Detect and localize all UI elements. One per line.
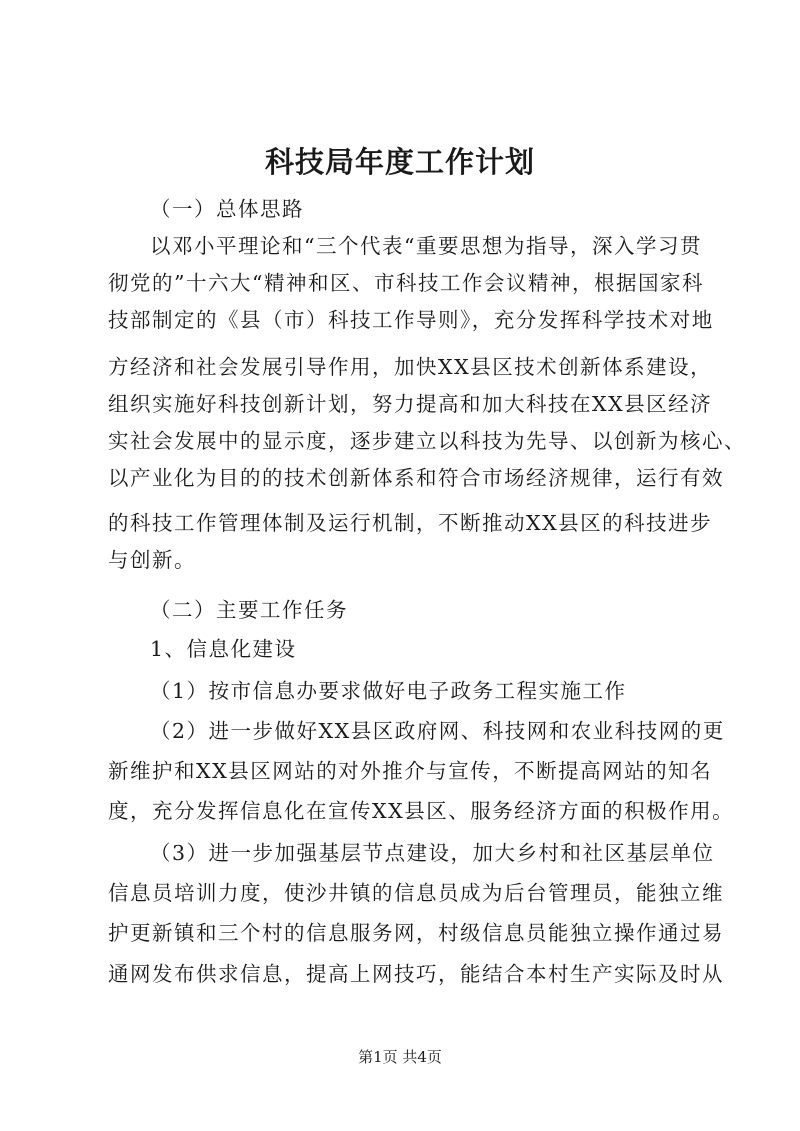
paragraph-line: 与创新。 (108, 548, 196, 572)
paragraph-line: 信息员培训力度，使沙井镇的信息员成为后台管理员，能独立维 (108, 881, 724, 905)
paragraph-line: 通网发布供求信息，提高上网技巧，能结合本村生产实际及时从 (108, 962, 724, 986)
paragraph-line: 度，充分发挥信息化在宣传XX县区、服务经济方面的积极作用。 (108, 799, 735, 823)
paragraph-line: 以邓小平理论和“三个代表“重要思想为指导，深入学习贯 (150, 234, 702, 258)
paragraph-line: 实社会发展中的显示度，逐步建立以科技为先导、以创新为核心、 (108, 429, 746, 453)
paragraph-line: 技部制定的《县（市）科技工作导则》，充分发挥科学技术对地 (108, 308, 714, 332)
task-item-2: （2）进一步做好XX县区政府网、科技网和农业科技网的更 (150, 719, 725, 743)
paragraph-line: 的科技工作管理体制及运行机制，不断推动XX县区的科技进步 (108, 511, 713, 535)
section-heading-overall: （一）总体思路 (150, 197, 304, 221)
paragraph-line: 组织实施好科技创新计划，努力提高和加大科技在XX县区经济 (108, 392, 713, 416)
page-indicator: 第1页 共4页 (358, 1048, 442, 1066)
paragraph-line: 以产业化为目的的技术创新体系和符合市场经济规律，运行有效 (108, 466, 724, 490)
section-heading-tasks: （二）主要工作任务 (150, 598, 348, 622)
subsection-heading: 1、信息化建设 (150, 637, 297, 661)
paragraph-line: 彻党的”十六大“精神和区、市科技工作会议精神，根据国家科 (108, 271, 704, 295)
task-item-3: （3）进一步加强基层节点建设，加大乡村和社区基层单位 (150, 841, 715, 865)
paragraph-line: 新维护和XX县区网站的对外推介与宣传，不断提高网站的知名 (108, 759, 713, 783)
paragraph-line: 方经济和社会发展引导作用，加快XX县区技术创新体系建设， (108, 355, 713, 379)
task-item-1: （1）按市信息办要求做好电子政务工程实施工作 (150, 679, 627, 703)
page-title: 科技局年度工作计划 (264, 145, 535, 179)
paragraph-line: 护更新镇和三个村的信息服务网，村级信息员能独立操作通过易 (108, 921, 724, 945)
